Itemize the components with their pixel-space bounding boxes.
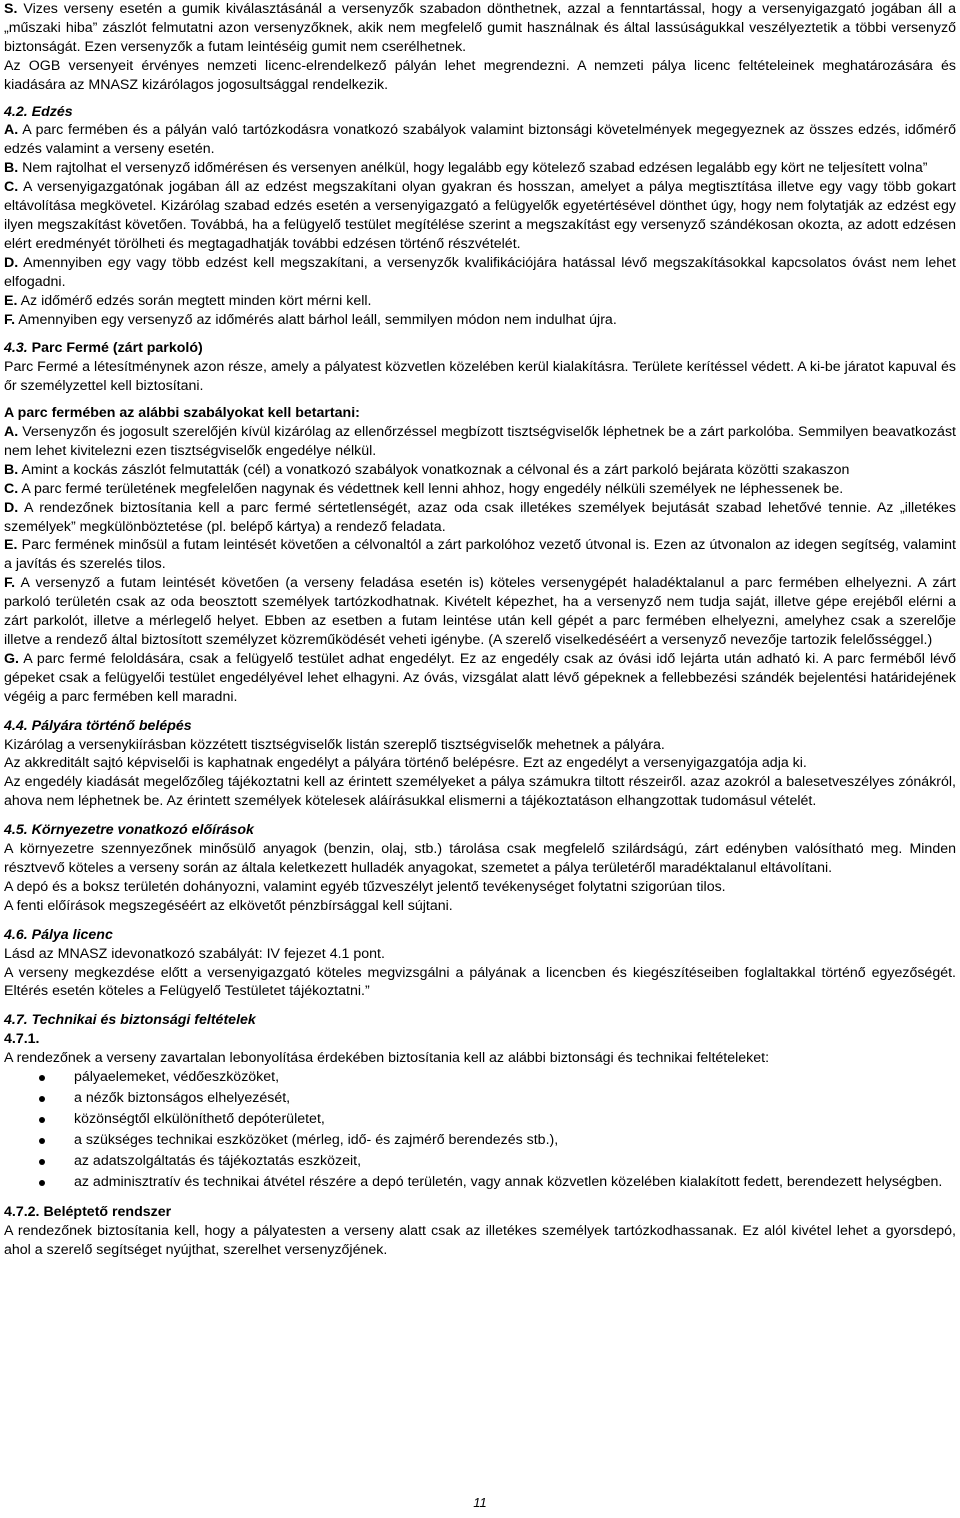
item-label: A. xyxy=(4,424,19,441)
subheading-4-7-2: 4.7.2. Beléptető rendszer xyxy=(4,1204,172,1221)
paragraph-ogb: Az OGB versenyeit érvényes nemzeti licenc-elrendelkező pályán lehet megrendezni. A nemzeti pálya licenc feltételeinek meghatározására és kiadására az MNASZ kizárólagos jogosultsággal rendelkezik. xyxy=(4,57,956,93)
item-text: Vizes verseny esetén a gumik kiválasztásánál a versenyzők szabadon dönthetnek, azzal a fenntartással, hogy a versenyigazgató jogában áll a „műszaki hiba” zászlót felmutatni azon versenyzőknek, akik nem megfelelő gumit használnak és által lassúságukkal veszélyeztetik a többi versenyző biztonságát. Ezen versenyzők a futam leintéséig gumit nem cserélhetnek. xyxy=(4,1,956,55)
heading-number: 4.3. xyxy=(4,340,28,357)
section-heading-4-7: 4.7. Technikai és biztonsági feltételek xyxy=(4,1012,256,1029)
bullet-icon xyxy=(39,1075,45,1081)
section-4-3-items xyxy=(4,423,956,707)
bullet-icon xyxy=(39,1096,45,1102)
bullet-icon xyxy=(39,1159,45,1165)
bullet-icon xyxy=(39,1117,45,1123)
list-item xyxy=(4,1089,956,1108)
list-item xyxy=(4,178,956,254)
section-4-2-items xyxy=(4,121,956,329)
list-item xyxy=(4,1152,956,1171)
paragraph: A rendezőnek a verseny zavartalan lebonyolítása érdekében biztosítania kell az alábbi biztonsági és technikai feltételeket: xyxy=(4,1050,770,1067)
paragraph: A környezetre szennyezőnek minősülő anyagok (benzin, olaj, stb.) tárolása csak megfelelő szilárdságú, zárt edényben valósítható meg. Minden résztvevő köteles a verseny során az általa keletkezett hulladék anyagokat, szemetet a pálya területéről maradéktalanul eltávolítani. xyxy=(4,841,956,876)
item-text: A parc fermé területének megfelelően nagynak és védettnek kell lenni ahhoz, hogy engedély nélküli személyek ne léphessenek be. xyxy=(21,480,844,497)
item-text: a szükséges technikai eszközöket (mérleg, idő- és zajmérő berendezés stb.), xyxy=(74,1131,559,1148)
subheading-4-7-1: 4.7.1. xyxy=(4,1031,40,1048)
paragraph: Az engedély kiadását megelőzőleg tájékoztatni kell az érintett személyeket a pálya számukra tiltott részeiről. azaz azokról a balesetveszélyes zónákról, ahova nem léphetnek be. Az érintett személyek kötelesek aláírásukkal elismerni a tájékoztatáson elhangzottak tudomásul vételét. xyxy=(4,774,956,810)
section-heading-4-2: 4.2. Edzés xyxy=(4,103,73,120)
heading-text: Parc Fermé (zárt parkoló) xyxy=(31,340,203,357)
paragraph: A depó és a boksz területén dohányozni, valamint egyéb tűzveszélyt jelentő tevékenységet folytatni szigorúan tilos. xyxy=(4,878,726,895)
item-text: Versenyzőn és jogosult szerelőjén kívül kizárólag az ellenőrzéssel megbízott tisztségviselők léphetnek be a zárt parkolóba. Semmilyen beavatkozást nem lehet kivitelezni ezen tisztségviselők engedélye nélkül. xyxy=(4,424,956,459)
list-item xyxy=(4,311,956,330)
item-text: A rendezőnek biztosítania kell a parc fermé sértetlenségét, azaz oda csak illetékes személyek bejutását szabad lehetővé tennie. Az „illetékes személyek” megkülönböztetése (pl. belépő kártya) a rendező feladata. xyxy=(4,499,956,535)
list-item xyxy=(4,159,956,178)
list-item xyxy=(4,574,956,650)
item-text: Parc fermének minősül a futam leintését követően a célvonaltól a zárt parkolóhoz vezető útvonal is. Ezen az útvonalon az idegen segítség, valamint a javítás és szerelés tilos. xyxy=(4,537,956,573)
item-text: az adminisztratív és technikai átvétel részére a depó területén, vagy annak közvetlen közelében kialakított fedett, berendezett helységben. xyxy=(74,1173,943,1190)
list-item xyxy=(4,1068,956,1087)
item-text: pályaelemeket, védőeszközöket, xyxy=(74,1069,280,1086)
paragraph: Kizárólag a versenykiírásban közzétett tisztségviselők listán szereplő tisztségviselők mehetnek a pályára. xyxy=(4,736,665,753)
section-heading-4-6: 4.6. Pálya licenc xyxy=(4,926,113,943)
section-heading-4-5: 4.5. Környezetre vonatkozó előírások xyxy=(4,822,254,839)
paragraph: A fenti előírások megszegéséért az elkövetőt pénzbírsággal kell sújtani. xyxy=(4,897,453,914)
paragraph: Lásd az MNASZ idevonatkozó szabályát: IV fejezet 4.1 pont. xyxy=(4,945,385,962)
item-label: B. xyxy=(4,461,19,478)
item-label: F. xyxy=(4,311,16,328)
list-item xyxy=(4,121,956,159)
paragraph: A rendezőnek biztosítania kell, hogy a pályatesten a verseny alatt csak az illetékes személyek tartózkodhassanak. Ez alól kivétel lehet a gyorsdepó, ahol a szerelő segítséget nyújthat, szerelhet versenyzőjének. xyxy=(4,1223,956,1259)
item-text: A parc fermé feloldására, csak a felügyelő testület adhat engedélyt. Ez az engedély csak az óvási idő lejárta után adható ki. A parc ferméből lévő gépeket csak a felügyelői testület engedélyével lehet elhagyni. Az óvás, vizsgálat alatt lévő gépeknek a fellebbezési szándék bejelentési határidejének végéig a parc fermében kell maradni. xyxy=(4,650,956,705)
item-label: F. xyxy=(4,575,16,592)
item-label: D. xyxy=(4,254,19,271)
item-label: E. xyxy=(4,292,18,309)
item-label: E. xyxy=(4,537,18,554)
bullet-icon xyxy=(39,1138,45,1144)
list-item xyxy=(4,1110,956,1129)
bullet-list xyxy=(4,1068,956,1191)
item-label: B. xyxy=(4,160,19,177)
list-item xyxy=(4,480,956,499)
list-item xyxy=(4,536,956,574)
item-text: A versenyigazgatónak jogában áll az edzést megszakítani olyan gyakran és hosszan, amelyet a pálya megtisztítása illetve egy vagy több gokart eltávolítása megkövetel. Kizárólag szabad edzés esetén a versenyigazgató a felügyelők egyetértésével dönthet úgy, hogy nem folytatják az edzést egy ilyen megszakítást követően. Továbbá, ha a felügyelő testület megítélése szerint a megszakítást egy versenyző szándékosan okozta, az adott edzésen elért eredményét törölheti és megtagadhatják további edzésen történő részvételét. xyxy=(4,179,956,252)
subheading-parc-ferme-rules: A parc fermében az alábbi szabályokat kell betartani: xyxy=(4,405,360,422)
section-heading-4-3 xyxy=(4,339,956,358)
list-item xyxy=(4,499,956,537)
list-item xyxy=(4,423,956,461)
item-text: az adatszolgáltatás és tájékoztatás eszközeit, xyxy=(74,1152,362,1169)
item-label: S. xyxy=(4,1,18,17)
list-item xyxy=(4,650,956,707)
list-item xyxy=(4,461,956,480)
item-text: Az időmérő edzés során megtett minden kört mérni kell. xyxy=(20,292,372,309)
page-number: 11 xyxy=(473,1495,487,1510)
item-label: A. xyxy=(4,122,19,139)
item-text: A versenyző a futam leintését követően (a verseny feladása esetén is) köteles versenygépét haladéktalanul a parc fermében elhelyezni. A zárt parkoló területén csak az oda beosztott személyek tartózkodhatnak. Kivételt képezhet, ha a versenyző nem tudja saját, illetve gépe erejéből elérni a zárt parkolót, illetve a mérlegelő helyet. Ebben az esetben a futam leintése után kell gépét a parc fermében elhelyezni, amelyhez csak a szerelője illetve a rendező által biztosított személyzet közreműködését veheti igénybe. (A szerelő viselkedéséért a versenyző nevezője tartozik felelősséggel.) xyxy=(4,575,956,648)
item-text: közönségtől elkülöníthető depóterületet, xyxy=(74,1110,325,1127)
item-text: A parc fermében és a pályán való tartózkodásra vonatkozó szabályok valamint biztonsági követelmények megegyeznek az összes edzés, időmérő edzés valamint a verseny esetén. xyxy=(4,122,956,158)
item-text: Nem rajtolhat el versenyző időmérésen és versenyen anélkül, hogy legalább egy kötelező szabad edzésen legalább egy kört ne teljesített volna” xyxy=(22,160,928,177)
paragraph: Az akkreditált sajtó képviselői is kaphatnak engedélyt a pályára történő belépésre. Ezt az engedélyt a versenyigazgatója adja ki. xyxy=(4,755,807,772)
paragraph-parc-ferme-intro: Parc Fermé a létesítménynek azon része, amely a pályatest közvetlen közelében kerül kialakításra. Területe kerítéssel védett. A ki-be járatot kapuval és őr személyzettel kell biztosítani. xyxy=(4,359,956,395)
section-heading-4-4: 4.4. Pályára történő belépés xyxy=(4,717,192,734)
item-text: Amennyiben egy vagy több edzést kell megszakítani, a versenyzők kvalifikációjára hatással lévő megszakításokkal kapcsolatos óvást nem lehet elfogadni. xyxy=(4,254,956,290)
item-text: Amennyiben egy versenyző az időmérés alatt bárhol leáll, semmilyen módon nem indulhat újra. xyxy=(18,311,617,328)
item-label: C. xyxy=(4,480,19,497)
list-item xyxy=(4,292,956,311)
list-item xyxy=(4,254,956,292)
list-item xyxy=(4,1173,956,1192)
item-text: Amint a kockás zászlót felmutatták (cél) a vonatkozó szabályok vonatkoznak a célvonal és a zárt parkoló bejárata közötti szakaszon xyxy=(21,461,850,478)
paragraph-s xyxy=(4,0,956,57)
item-label: G. xyxy=(4,650,19,667)
item-label: D. xyxy=(4,499,19,516)
paragraph: A verseny megkezdése előtt a versenyigazgató köteles megvizsgálni a pályának a licencben és kiegészítéseiben foglaltakkal történő egyezőségét. Eltérés esetén köteles a Felügyelő Testületet tájékoztatni.” xyxy=(4,964,956,1000)
item-text: a nézők biztonságos elhelyezését, xyxy=(74,1089,291,1106)
item-label: C. xyxy=(4,179,19,196)
bullet-icon xyxy=(39,1180,45,1186)
list-item xyxy=(4,1131,956,1150)
